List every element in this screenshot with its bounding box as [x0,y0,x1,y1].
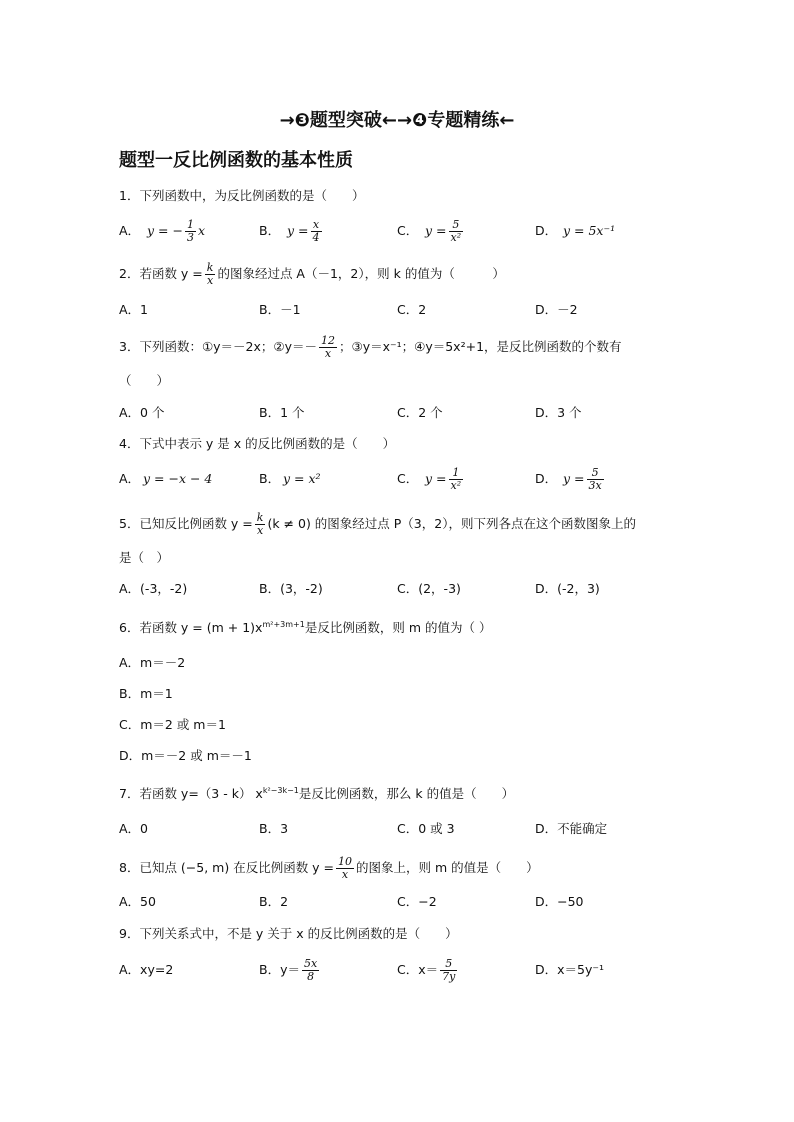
q4-option-c[interactable]: C． y = $\frac{1}{\text{x²}}$ [397,466,462,492]
question-1-options [119,218,679,244]
q3-option-d[interactable]: D．3 个 [535,405,582,420]
question-5-stem: 5．已知反比例函数 y = $\frac{k}{x}$ (k ≠ 0) 的图象经过点 P（3，2），则下列各点在这个函数图象上的 [119,511,636,537]
q1-option-b[interactable]: B． y = $\frac{x}{4}$ [259,218,320,244]
q1-option-a[interactable]: A． y = − $\frac{1}{3}$ x [119,218,206,244]
q1-option-c[interactable]: C． y = $\frac{5}{\text{x²}}$ [397,218,462,244]
q8-option-d[interactable]: D．−50 [535,894,584,909]
question-2-options [119,297,679,323]
question-8-options [119,889,679,915]
question-5-options [119,576,679,602]
question-7-stem: 7．若函数 y=（3 - k） $x^{k^2-3k-1}$是反比例函数，那么 k 的值是（ ） [119,785,515,801]
q6-option-b[interactable]: B．m＝1 [119,686,173,701]
q6-option-d[interactable]: D．m＝－2 或 m＝－1 [119,748,252,763]
q3-option-b[interactable]: B．1 个 [259,405,305,420]
question-3-stem-line2: （ ） [119,373,170,388]
question-4-stem: 4．下式中表示 y 是 x 的反比例函数的是（ ） [119,436,396,451]
q5-option-a[interactable]: A．(-3，-2) [119,581,188,596]
q2-option-c[interactable]: C．2 [397,302,427,317]
q7-option-b[interactable]: B．3 [259,821,289,836]
q4-option-a[interactable]: A． y = −x − 4 [119,471,213,486]
q5-option-d[interactable]: D．(-2，3) [535,581,600,596]
q7-option-c[interactable]: C．0 或 3 [397,821,455,836]
question-2-stem: 2．若函数 y = $\frac{k}{x}$ 的图象经过点 A（－1，2），则 k 的值为（ ） [119,261,505,287]
q3-option-c[interactable]: C．2 个 [397,405,443,420]
q4-option-d[interactable]: D． y = $\frac{5}{3x}$ [535,466,602,492]
q6-option-a[interactable]: A．m＝－2 [119,655,186,670]
q9-option-b[interactable]: B．y＝ $\frac{5x}{8}$ [259,957,318,983]
q5-option-b[interactable]: B．(3，-2) [259,581,323,596]
question-9-options [119,957,679,983]
q3-option-a[interactable]: A．0 个 [119,405,165,420]
question-4-options [119,466,679,492]
q2-option-b[interactable]: B．－1 [259,302,301,317]
q4-option-b[interactable]: B． y = x² [259,471,321,486]
section-title: 题型一反比例函数的基本性质 [119,150,353,171]
q2-option-d[interactable]: D．－2 [535,302,578,317]
q5-option-c[interactable]: C．(2，-3) [397,581,461,596]
q7-option-d[interactable]: D．不能确定 [535,821,608,836]
q2-option-a[interactable]: A．1 [119,302,149,317]
question-5-stem-line2: 是（ ） [119,550,170,565]
page-header: →❸题型突破←→❹专题精练← [279,110,515,131]
q1-option-d[interactable]: D． y = 5x⁻¹ [535,223,616,238]
question-3-stem: 3．下列函数：①y＝－2x；②y＝－ $\frac{12}{x}$ ；③y＝x⁻¹；④y＝5x²+1，是反比例函数的个数有 [119,334,622,360]
question-1-stem: 1．下列函数中，为反比例函数的是（ ） [119,188,365,203]
q8-option-c[interactable]: C．−2 [397,894,437,909]
question-6-stem: 6．若函数 $y = (m + 1)x^{m^2+3m+1}$是反比例函数，则 m 的值为（ ） [119,619,492,635]
question-3-options [119,400,679,426]
q8-option-a[interactable]: A．50 [119,894,156,909]
question-9-stem: 9．下列关系式中，不是 y 关于 x 的反比例函数的是（ ） [119,926,458,941]
q8-option-b[interactable]: B．2 [259,894,289,909]
q6-option-c[interactable]: C．m＝2 或 m＝1 [119,717,226,732]
question-8-stem: 8．已知点 (−5, m) 在反比例函数 y = $\frac{10}{x}$ 的图象上，则 m 的值是（ ） [119,855,539,881]
question-7-options [119,816,679,842]
q7-option-a[interactable]: A．0 [119,821,149,836]
q9-option-a[interactable]: A．xy=2 [119,962,174,977]
q9-option-d[interactable]: D．x＝5y⁻¹ [535,962,604,977]
q9-option-c[interactable]: C．x＝ $\frac{5}{7y}$ [397,957,456,983]
